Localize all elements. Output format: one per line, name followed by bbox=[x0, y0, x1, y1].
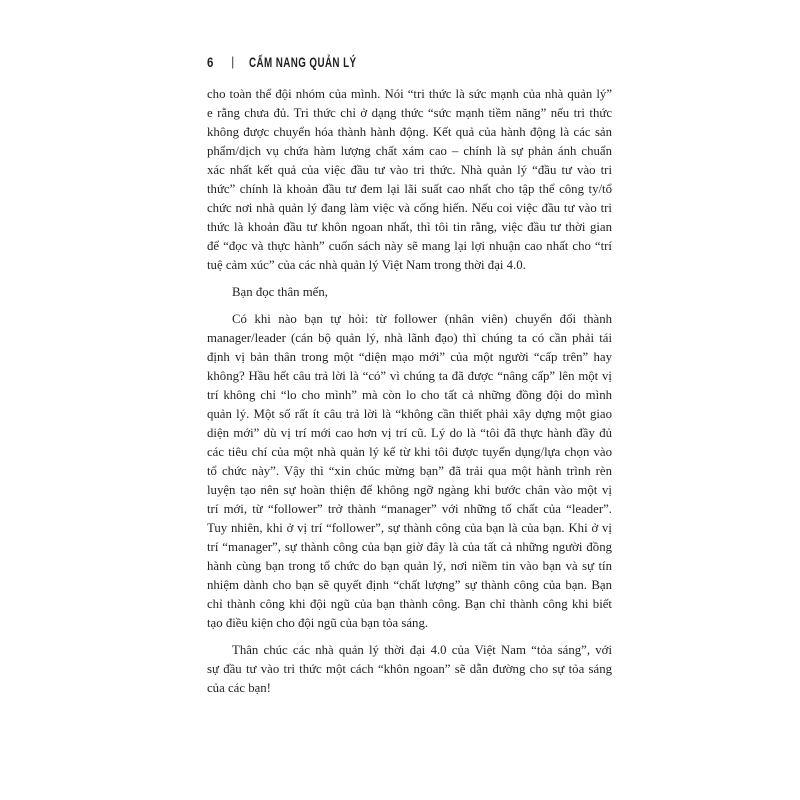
text-line: manager/leader (cán bộ quản lý, nhà lãnh đạo) thì chúng ta có cần phải tái bbox=[207, 331, 612, 345]
text-line: của các bạn! bbox=[207, 681, 271, 695]
text-line: tuệ cảm xúc” của các nhà quản lý Việt Nam trong thời đại 4.0. bbox=[207, 258, 526, 272]
book-title: CẨM NANG QUẢN LÝ bbox=[249, 54, 357, 70]
text-line: không được chuyển hóa thành hành động. Kết quả của hành động là các sản bbox=[207, 125, 612, 139]
text-line: tạo điều kiện cho đội ngũ của bạn tỏa sáng. bbox=[207, 616, 429, 630]
text-line: trí không chỉ “lo cho mình” mà còn lo cho tất cả những đồng đội do mình bbox=[207, 388, 612, 402]
text-line: e rằng chưa đủ. Tri thức chỉ ở dạng thức “sức mạnh tiềm năng” nếu tri thức bbox=[207, 106, 612, 120]
text-line: tổ chức này”. Vậy thì “xin chúc mừng bạn” đã trải qua một hành trình rèn bbox=[207, 464, 612, 478]
text-line: các tiêu chí của một nhà quản lý kể từ khi tôi được tuyển dụng/lựa chọn vào bbox=[207, 445, 612, 459]
page-number: 6 bbox=[207, 54, 214, 70]
paragraph bbox=[207, 310, 612, 633]
text-line: cho toàn thể đội nhóm của mình. Nói “tri thức là sức mạnh của nhà quản lý” bbox=[207, 87, 612, 101]
paragraph bbox=[207, 283, 612, 302]
text-line: nhiệm dành cho bạn sẽ quyết định “chất lượng” sự thành công của bạn. Bạn bbox=[207, 578, 612, 592]
text-line: Tuy nhiên, khi ở vị trí “follower”, sự thành công của bạn là của bạn. Khi ở vị bbox=[207, 521, 612, 535]
body-text bbox=[207, 85, 612, 698]
paragraph bbox=[207, 85, 612, 275]
running-header bbox=[207, 54, 507, 72]
text-line: chức nơi nhà quản lý đang làm việc và cống hiến. Nếu coi việc đầu tư vào tri bbox=[207, 201, 612, 215]
header-separator: | bbox=[231, 54, 235, 69]
text-line: để “đọc và thực hành” cuốn sách này sẽ mang lại lợi nhuận cao nhất cho “trí bbox=[207, 239, 612, 253]
text-line: sự đầu tư vào tri thức một cách “khôn ngoan” sẽ dẫn đường cho sự tỏa sáng bbox=[207, 662, 612, 676]
text-line: Có khi nào bạn tự hỏi: từ follower (nhân viên) chuyển đổi thành bbox=[232, 312, 612, 326]
text-line: hành cùng bạn trong tổ chức do bạn quản lý, nơi niềm tin vào bạn và sự tín bbox=[207, 559, 612, 573]
text-line: xác nhất kết quả của việc đầu tư vào tri thức. Nhà quản lý “đầu tư vào tri bbox=[207, 163, 612, 177]
text-line: diện mới” dù vị trí mới cao hơn vị trí cũ. Lý do là “tôi đã thực hành đầy đủ bbox=[207, 426, 612, 440]
text-line: thức” chính là khoản đầu tư đem lại lãi suất cao nhất cho tập thể công ty/tổ bbox=[207, 182, 612, 196]
paragraph bbox=[207, 641, 612, 698]
text-line: trí mới, từ “follower” trở thành “manager” với những tố chất của “leader”. bbox=[207, 502, 612, 516]
text-line: trí “manager”, sự thành công của bạn giờ đây là của tất cả những người đồng bbox=[207, 540, 612, 554]
text-line: chỉ thành công khi đội ngũ của bạn thành công. Bạn chỉ thành công khi biết bbox=[207, 597, 612, 611]
text-line: quản lý. Một số rất ít câu trả lời là “không cần thiết phải xây dựng một giao bbox=[207, 407, 612, 421]
text-line: phẩm/dịch vụ chứa hàm lượng chất xám cao – chính là sự phản ánh chuẩn bbox=[207, 144, 612, 158]
text-line: không? Hầu hết câu trả lời là “có” vì chúng ta đã được “nâng cấp” lên một vị bbox=[207, 369, 612, 383]
salutation-line: Bạn đọc thân mến, bbox=[232, 285, 328, 299]
text-line: định vị bản thân trong một “diện mạo mới” của một người “cấp trên” hay bbox=[207, 350, 612, 364]
text-line: luyện tạo nên sự hoàn thiện để không ngỡ ngàng khi bước chân vào một vị bbox=[207, 483, 612, 497]
text-line: thức là khoản đầu tư khôn ngoan nhất, thì tôi tin rằng, việc đầu tư thời gian bbox=[207, 220, 612, 234]
text-line: Thân chúc các nhà quản lý thời đại 4.0 của Việt Nam “tỏa sáng”, với bbox=[232, 643, 612, 657]
